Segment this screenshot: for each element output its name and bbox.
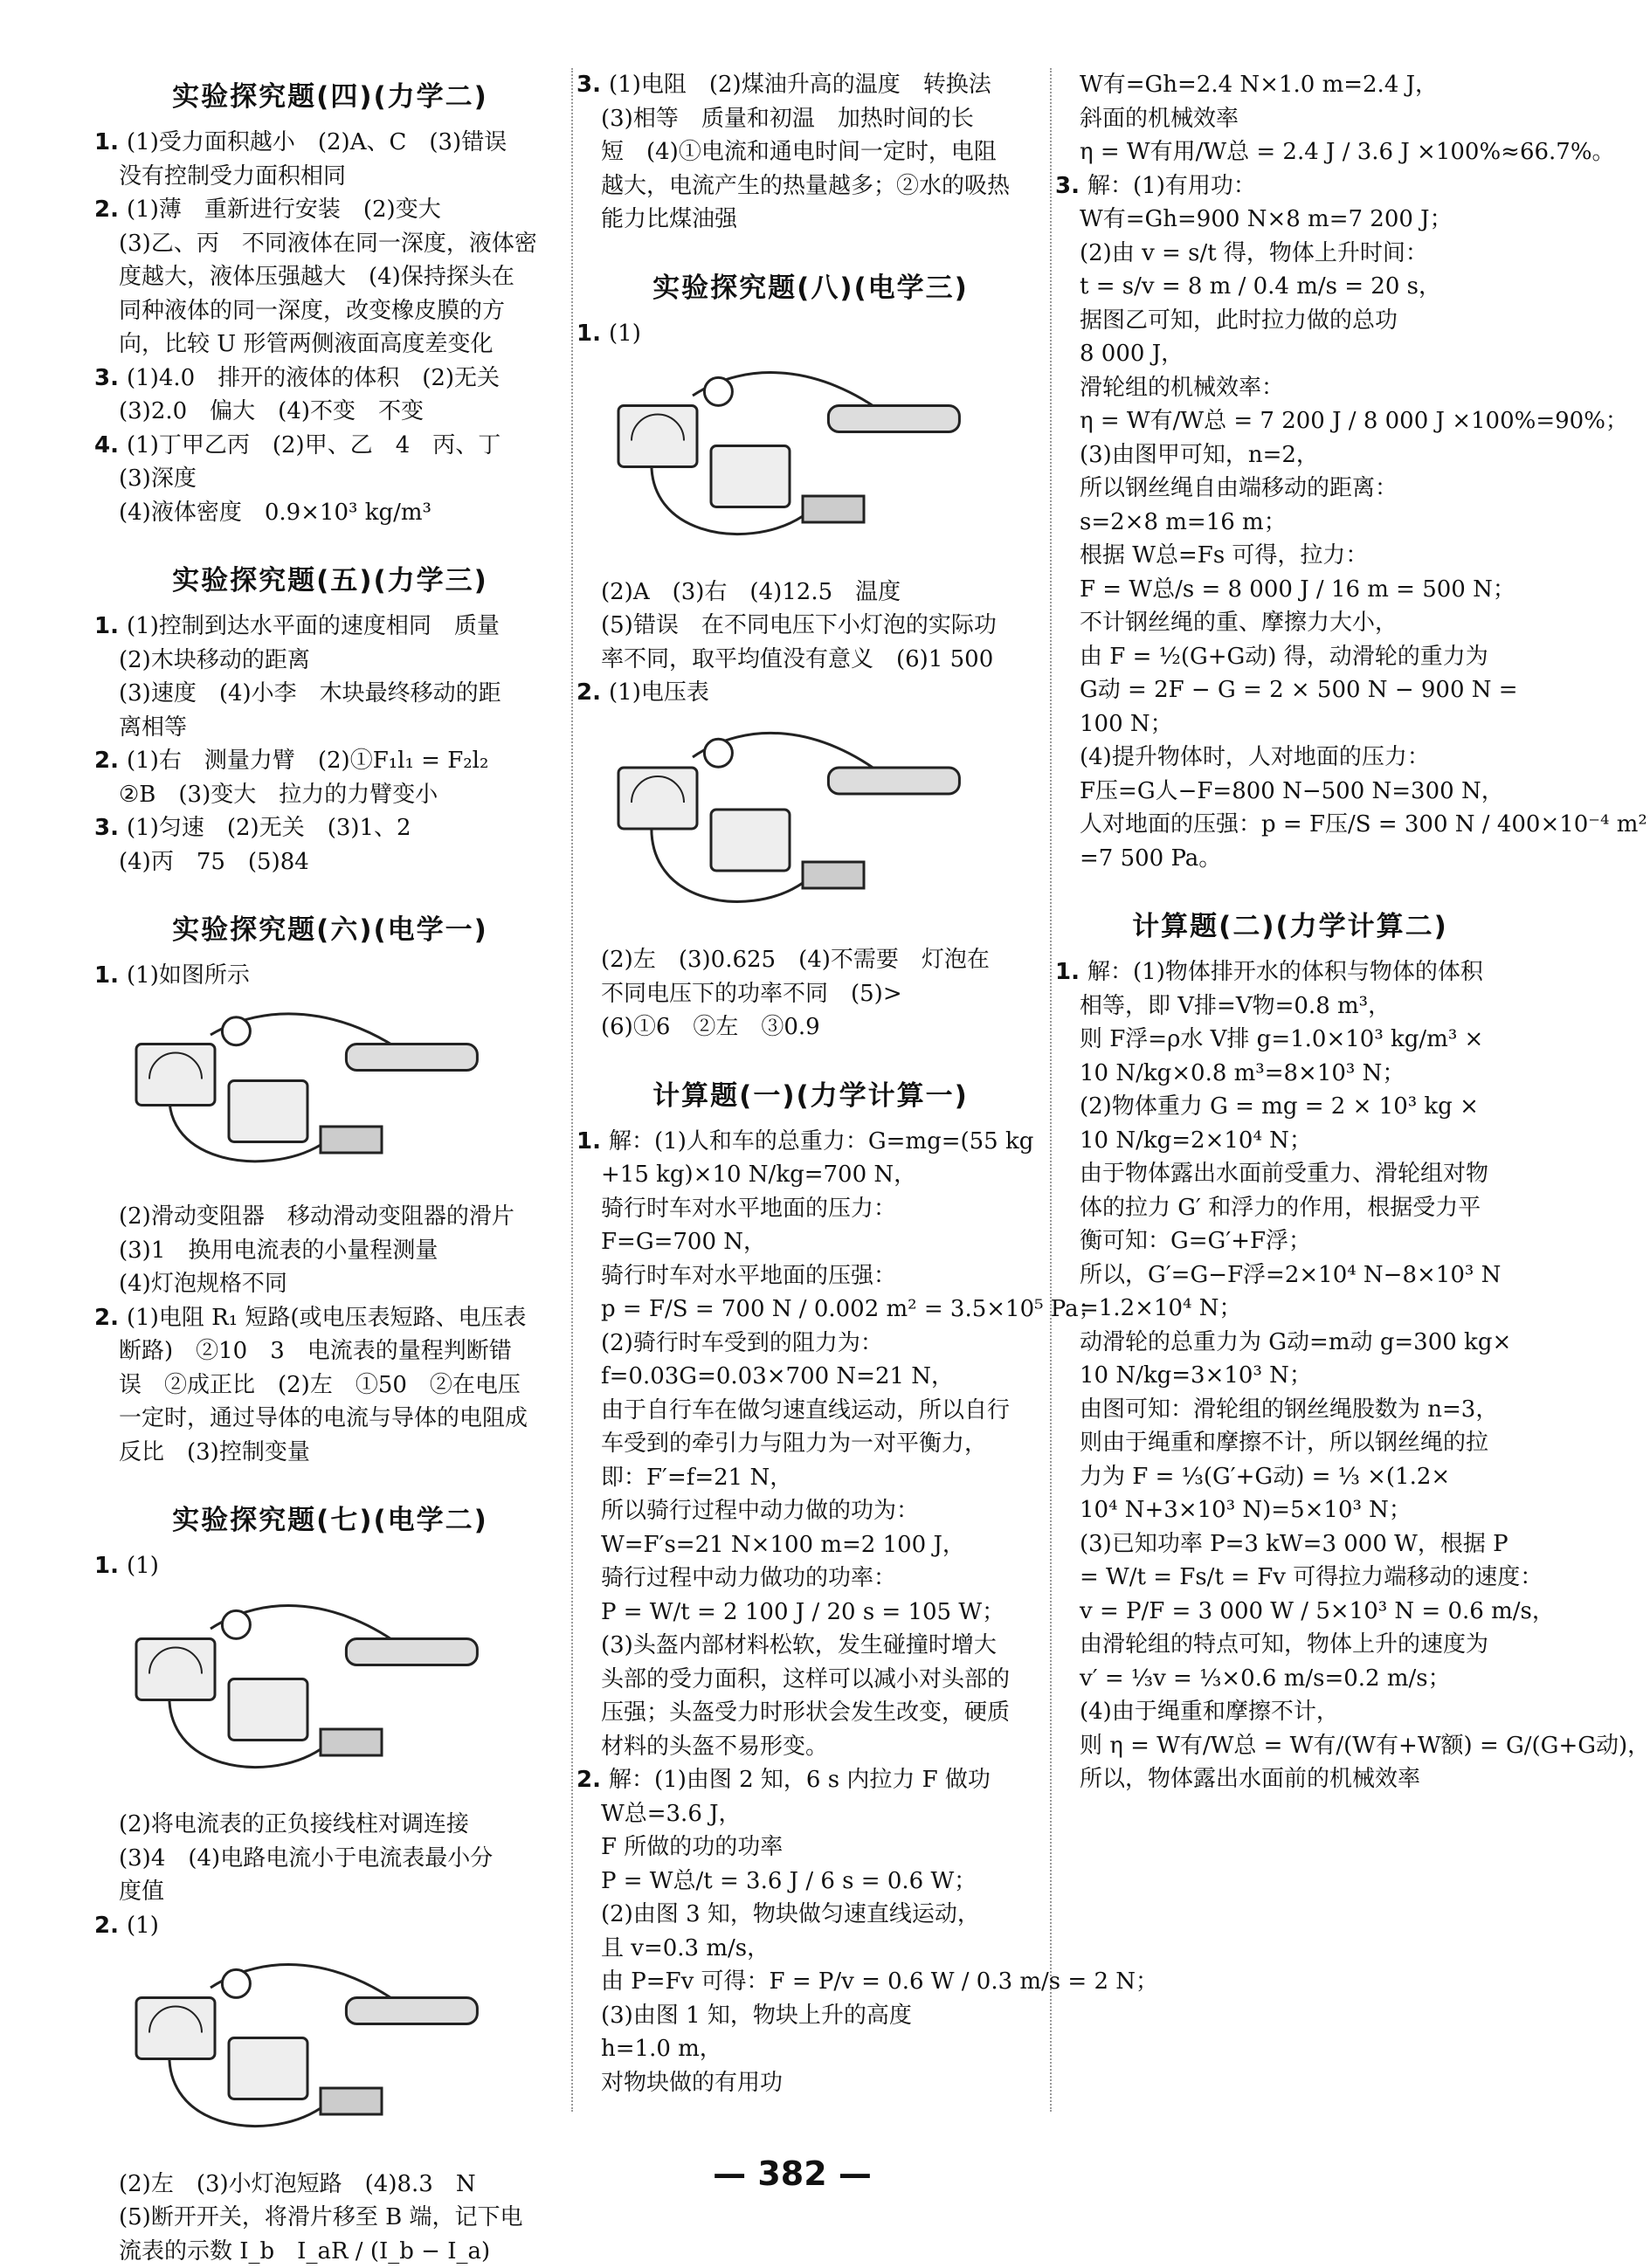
switch-icon <box>803 496 864 522</box>
rheostat-icon <box>346 1998 477 2024</box>
answer-line: 骑行过程中动力做功的功率： <box>576 1561 1045 1596</box>
answer-line: 由图可知：滑轮组的钢丝绳股数为 n=3， <box>1055 1393 1525 1427</box>
answer-text: (1)电阻 (2)煤油升高的温度 转换法 <box>609 72 991 98</box>
question-line <box>94 811 566 845</box>
answer-line: (2)A (3)右 (4)12.5 温度 <box>576 576 1045 610</box>
question-number: 2. <box>576 1767 609 1793</box>
rheostat-icon <box>346 1638 477 1665</box>
answer-line: 体的拉力 G′ 和浮力的作用，根据受力平 <box>1055 1191 1525 1225</box>
circuit-diagram <box>119 998 486 1182</box>
answer-line: t = s/v = 8 m / 0.4 m/s = 20 s， <box>1055 270 1525 304</box>
answer-line: 所以钢丝绳自由端移动的距离： <box>1055 472 1525 506</box>
answer-line: 由于自行车在做匀速直线运动，所以自行 <box>576 1394 1045 1428</box>
answer-line: 衡可知：G=G′+F浮； <box>1055 1224 1525 1258</box>
answer-line: 不同电压下的功率不同 (5)> <box>576 977 1045 1011</box>
section-heading: 实验探究题(四)(力学二) <box>94 77 566 117</box>
answer-line: (2)骑行时车受到的阻力为： <box>576 1327 1045 1361</box>
answer-line: (5)错误 在不同电压下小灯泡的实际功 <box>576 609 1045 643</box>
question-number: 1. <box>94 1553 127 1579</box>
question-number: 1. <box>94 962 127 989</box>
answer-line: (3)4 (4)电路电流小于电流表最小分 <box>94 1842 566 1876</box>
question-line <box>94 362 566 396</box>
answer-line: v′ = ⅓v = ⅓×0.6 m/s=0.2 m/s； <box>1055 1662 1525 1696</box>
answer-line: +15 kg)×10 N/kg=700 N， <box>576 1158 1045 1192</box>
answer-line: 骑行时车对水平地面的压力： <box>576 1192 1045 1226</box>
section-heading: 实验探究题(六)(电学一) <box>94 910 566 950</box>
answer-line: (2)由 v = s/t 得，物体上升时间： <box>1055 237 1525 271</box>
answer-line: 则由于绳重和摩擦不计，所以钢丝绳的拉 <box>1055 1426 1525 1460</box>
question-number: 1. <box>94 613 127 639</box>
answer-line: 即：F′=f=21 N， <box>576 1461 1045 1495</box>
answer-line: 由滑轮组的特点可知，物体上升的速度为 <box>1055 1628 1525 1662</box>
answer-line: (3)由图 1 知，物块上升的高度 <box>576 1999 1045 2033</box>
answer-line: (6)①6 ②左 ③0.9 <box>576 1010 1045 1044</box>
switch-icon <box>321 1729 382 1755</box>
section-heading: 实验探究题(七)(电学二) <box>94 1500 566 1541</box>
column-divider <box>571 68 573 2112</box>
answer-text: (1) <box>127 1913 159 1939</box>
page-number: — 382 — <box>0 2157 1584 2191</box>
answer-line: 短 (4)①电流和通电时间一定时，电阻 <box>576 135 1045 169</box>
answer-line: 头部的受力面积，这样可以减小对头部的 <box>576 1663 1045 1697</box>
question-line <box>94 193 566 227</box>
answer-line: 反比 (3)控制变量 <box>94 1436 566 1470</box>
answer-line: 则 η = W有/W总 = W有/(W有+W额) = G/(G+G动)， <box>1055 1729 1525 1763</box>
question-number: 1. <box>576 321 609 347</box>
answer-line: p = F/S = 700 N / 0.002 m² = 3.5×10⁵ Pa； <box>576 1293 1045 1327</box>
answer-line: (2)由图 3 知，物块做匀速直线运动， <box>576 1898 1045 1932</box>
question-line <box>94 610 566 644</box>
answer-line: (2)将电流表的正负接线柱对调连接 <box>94 1808 566 1842</box>
switch-icon <box>321 2088 382 2114</box>
answer-line: 没有控制受力面积相同 <box>94 160 566 194</box>
answer-line: (4)液体密度 0.9×10³ kg/m³ <box>94 496 566 530</box>
answer-line: (2)左 (3)小灯泡短路 (4)8.3 N <box>94 2168 566 2202</box>
answer-line: η = W有用/W总 = 2.4 J / 3.6 J ×100%≈66.7%。 <box>1055 135 1525 169</box>
answer-line: 车受到的牵引力与阻力为一对平衡力， <box>576 1427 1045 1461</box>
answer-line: (3)头盔内部材料松软，发生碰撞时增大 <box>576 1629 1045 1663</box>
question-line <box>1055 169 1525 203</box>
answer-text: 解：(1)由图 2 知，6 s 内拉力 F 做功 <box>609 1767 991 1793</box>
answer-line: 骑行时车对水平地面的压强： <box>576 1259 1045 1293</box>
question-number: 3. <box>1055 173 1087 199</box>
bulb-icon <box>704 739 732 767</box>
circuit-diagram <box>601 715 968 925</box>
answer-text: (1)丁甲乙丙 (2)甲、乙 4 丙、丁 <box>127 432 501 458</box>
answer-line: 由 F = ½(G+G动) 得，动滑轮的重力为 <box>1055 640 1525 674</box>
answer-line: F压=G人−F=800 N−500 N=300 N， <box>1055 775 1525 809</box>
answer-line: (2)物体重力 G = mg = 2 × 10³ kg × <box>1055 1090 1525 1124</box>
switch-icon <box>321 1127 382 1153</box>
answer-line: 所以，物体露出水面前的机械效率 <box>1055 1762 1525 1796</box>
answer-line: =7 500 Pa。 <box>1055 842 1525 876</box>
answer-line: 压强；头盔受力时形状会发生改变，硬质 <box>576 1696 1045 1730</box>
answer-line: (3)相等 质量和初温 加热时间的长 <box>576 102 1045 136</box>
question-line <box>94 1301 566 1335</box>
answer-line: 所以骑行过程中动力做的功为： <box>576 1494 1045 1528</box>
answer-text: (1)右 测量力臂 (2)①F₁l₁ = F₂l₂ <box>127 748 488 774</box>
answer-line: (4)由于绳重和摩擦不计， <box>1055 1695 1525 1729</box>
answer-line: W=F′s=21 N×100 m=2 100 J， <box>576 1528 1045 1562</box>
answer-line: 则 F浮=ρ水 V排 g=1.0×10³ kg/m³ × <box>1055 1023 1525 1057</box>
answer-text: 解：(1)物体排开水的体积与物体的体积 <box>1087 959 1483 985</box>
answer-line: 误 ②成正比 (2)左 ①50 ②在电压 <box>94 1368 566 1403</box>
section-heading: 实验探究题(五)(力学三) <box>94 561 566 601</box>
column-middle <box>576 68 1045 2099</box>
bulb-icon <box>222 1017 250 1044</box>
question-number: 1. <box>94 129 127 155</box>
answer-line: 10 N/kg=2×10⁴ N； <box>1055 1124 1525 1158</box>
answer-line: v = P/F = 3 000 W / 5×10³ N = 0.6 m/s， <box>1055 1595 1525 1629</box>
answer-line: 由于物体露出水面前受重力、滑轮组对物 <box>1055 1157 1525 1191</box>
answer-line: F 所做的功的功率 <box>576 1830 1045 1865</box>
answer-line: 据图乙可知，此时拉力做的总功 <box>1055 304 1525 338</box>
answer-line: (3)深度 <box>94 462 566 496</box>
answer-line: (3)速度 (4)小李 木块最终移动的距 <box>94 677 566 711</box>
question-line <box>94 126 566 160</box>
voltmeter-body <box>229 1679 307 1740</box>
question-line <box>576 317 1045 351</box>
circuit-figure <box>119 998 566 1192</box>
rheostat-icon <box>828 768 959 794</box>
answer-line: 所以，G′=G−F浮=2×10⁴ N−8×10³ N <box>1055 1258 1525 1293</box>
answer-line: G动 = 2F − G = 2 × 500 N − 900 N = <box>1055 673 1525 707</box>
answer-line: 向，比较 U 形管两侧液面高度差变化 <box>94 327 566 362</box>
answer-line: 度越大，液体压强越大 (4)保持探头在 <box>94 260 566 294</box>
answer-line: (3)2.0 偏大 (4)不变 不变 <box>94 395 566 429</box>
answer-line: 相等，即 V排=V物=0.8 m³， <box>1055 989 1525 1024</box>
bulb-icon <box>222 1610 250 1638</box>
question-number: 3. <box>576 72 609 98</box>
bulb-icon <box>222 1969 250 1997</box>
answer-line: W有=Gh=2.4 N×1.0 m=2.4 J， <box>1055 68 1525 102</box>
column-left <box>94 68 566 2268</box>
answer-text: (1)电阻 R₁ 短路(或电压表短路、电压表 <box>127 1305 527 1331</box>
circuit-diagram <box>119 1947 486 2148</box>
question-number: 2. <box>94 1913 127 1939</box>
answer-line: W总=3.6 J， <box>576 1797 1045 1831</box>
answer-text: (1)薄 重新进行安装 (2)变大 <box>127 196 441 223</box>
answer-text: (1)匀速 (2)无关 (3)1、2 <box>127 815 411 841</box>
question-number: 3. <box>94 815 127 841</box>
answer-line: W有=Gh=900 N×8 m=7 200 J； <box>1055 203 1525 237</box>
question-number: 4. <box>94 432 127 458</box>
question-number: 2. <box>94 1305 127 1331</box>
voltmeter-body <box>229 1080 307 1141</box>
answer-text: (1)控制到达水平面的速度相同 质量 <box>127 613 500 639</box>
column-divider <box>1050 68 1052 2112</box>
question-line <box>94 959 566 993</box>
answer-line: (5)断开开关，将滑片移至 B 端，记下电 <box>94 2201 566 2235</box>
answer-text: (1) <box>127 1553 159 1579</box>
answer-line: 度值 <box>94 1875 566 1909</box>
section-heading: 计算题(二)(力学计算二) <box>1055 907 1525 947</box>
answer-line: (4)提升物体时，人对地面的压力： <box>1055 741 1525 775</box>
answer-line: F = W总/s = 8 000 J / 16 m = 500 N； <box>1055 573 1525 607</box>
answer-line: f=0.03G=0.03×700 N=21 N， <box>576 1360 1045 1394</box>
answer-line: (4)灯泡规格不同 <box>94 1267 566 1301</box>
answer-line: (2)滑动变阻器 移动滑动变阻器的滑片 <box>94 1200 566 1234</box>
section-heading: 实验探究题(八)(电学三) <box>576 268 1045 308</box>
question-number: 3. <box>94 365 127 391</box>
answer-line: 对物块做的有用功 <box>576 2066 1045 2100</box>
circuit-diagram <box>601 355 968 556</box>
answer-line: (3)已知功率 P=3 kW=3 000 W，根据 P <box>1055 1527 1525 1561</box>
circuit-figure <box>119 1589 566 1800</box>
answer-text: (1)受力面积越小 (2)A、C (3)错误 <box>127 129 507 155</box>
circuit-diagram <box>119 1589 486 1789</box>
answer-line: 同种液体的同一深度，改变橡皮膜的方 <box>94 294 566 328</box>
answer-line: 10⁴ N+3×10³ N)=5×10³ N； <box>1055 1493 1525 1527</box>
answer-line: (3)由图甲可知，n=2， <box>1055 438 1525 472</box>
question-number: 1. <box>1055 959 1087 985</box>
question-number: 2. <box>94 748 127 774</box>
question-line <box>576 1763 1045 1797</box>
answer-line: P = W/t = 2 100 J / 20 s = 105 W； <box>576 1596 1045 1630</box>
voltmeter-body <box>229 2038 307 2099</box>
answer-line: h=1.0 m， <box>576 2032 1045 2066</box>
voltmeter-body <box>711 810 790 871</box>
answer-line: 8 000 J， <box>1055 337 1525 371</box>
circuit-figure <box>601 355 1045 567</box>
answer-line: F=G=700 N， <box>576 1225 1045 1259</box>
answer-line: 率不同，取平均值没有意义 (6)1 500 <box>576 643 1045 677</box>
question-line <box>94 1549 566 1583</box>
answer-line: (2)木块移动的距离 <box>94 644 566 678</box>
answer-line: 人对地面的压强：p = F压/S = 300 N / 400×10⁻⁴ m² <box>1055 808 1525 842</box>
answer-line: ②B (3)变大 拉力的力臂变小 <box>94 778 566 812</box>
question-line <box>1055 955 1525 989</box>
answer-line: 不计钢丝绳的重、摩擦力大小， <box>1055 606 1525 640</box>
answer-line: (3)乙、丙 不同液体在同一深度，液体密 <box>94 227 566 261</box>
answer-line: 根据 W总=Fs 可得，拉力： <box>1055 539 1525 573</box>
answer-text: (1) <box>609 321 641 347</box>
circuit-figure <box>119 1947 566 2159</box>
answer-line: 斜面的机械效率 <box>1055 102 1525 136</box>
answer-line: 越大，电流产生的热量越多；②水的吸热 <box>576 169 1045 203</box>
question-number: 1. <box>576 1128 609 1155</box>
answer-line: 由 P=Fv 可得：F = P/v = 0.6 W / 0.3 m/s = 2 N； <box>576 1965 1045 1999</box>
answer-line: = W/t = Fs/t = Fv 可得拉力端移动的速度： <box>1055 1561 1525 1595</box>
answer-line: 力为 F = ⅓(G′+G动) = ⅓ ×(1.2× <box>1055 1460 1525 1494</box>
answer-line: =1.2×10⁴ N； <box>1055 1292 1525 1326</box>
question-line <box>576 676 1045 710</box>
rheostat-icon <box>828 406 959 432</box>
answer-line: (3)1 换用电流表的小量程测量 <box>94 1234 566 1268</box>
rheostat-icon <box>346 1044 477 1070</box>
question-line <box>94 744 566 778</box>
answer-line: 100 N； <box>1055 707 1525 741</box>
bulb-icon <box>704 377 732 405</box>
answer-text: (1)4.0 排开的液体的体积 (2)无关 <box>127 365 500 391</box>
answer-text: (1)电压表 <box>609 679 709 706</box>
answer-line: 10 N/kg×0.8 m³=8×10³ N； <box>1055 1057 1525 1091</box>
question-line <box>94 429 566 463</box>
answer-line: 断路) ②10 3 电流表的量程判断错 <box>94 1334 566 1368</box>
answer-line: 滑轮组的机械效率： <box>1055 371 1525 405</box>
answer-line: 且 v=0.3 m/s， <box>576 1932 1045 1966</box>
answer-line: 离相等 <box>94 711 566 745</box>
answer-line: 能力比煤油强 <box>576 203 1045 237</box>
section-heading: 计算题(一)(力学计算一) <box>576 1076 1045 1116</box>
answer-line: P = W总/t = 3.6 J / 6 s = 0.6 W； <box>576 1865 1045 1899</box>
question-line <box>576 1125 1045 1159</box>
answer-line: 材料的头盔不易形变。 <box>576 1730 1045 1764</box>
switch-icon <box>803 862 864 888</box>
answer-line: (2)左 (3)0.625 (4)不需要 灯泡在 <box>576 943 1045 977</box>
answer-text: 解：(1)有用功： <box>1087 173 1256 199</box>
answer-text: 解：(1)人和车的总重力：G=mg=(55 kg <box>609 1128 1033 1155</box>
column-right <box>1055 68 1525 1796</box>
answer-text: (1)如图所示 <box>127 962 250 989</box>
answer-line: 10 N/kg=3×10³ N； <box>1055 1359 1525 1393</box>
answer-line: s=2×8 m=16 m； <box>1055 506 1525 540</box>
answer-line: 流表的示数 I_b I_aR / (I_b − I_a) <box>94 2235 566 2268</box>
answer-line: η = W有/W总 = 7 200 J / 8 000 J ×100%=90%； <box>1055 404 1525 438</box>
question-line <box>94 1909 566 1943</box>
question-line <box>576 68 1045 102</box>
circuit-figure <box>601 715 1045 935</box>
answer-line: 一定时，通过导体的电流与导体的电阻成 <box>94 1402 566 1436</box>
voltmeter-body <box>711 446 790 507</box>
question-number: 2. <box>576 679 609 706</box>
question-number: 2. <box>94 196 127 223</box>
answer-line: (4)丙 75 (5)84 <box>94 845 566 879</box>
answer-line: 动滑轮的总重力为 G动=m动 g=300 kg× <box>1055 1326 1525 1360</box>
